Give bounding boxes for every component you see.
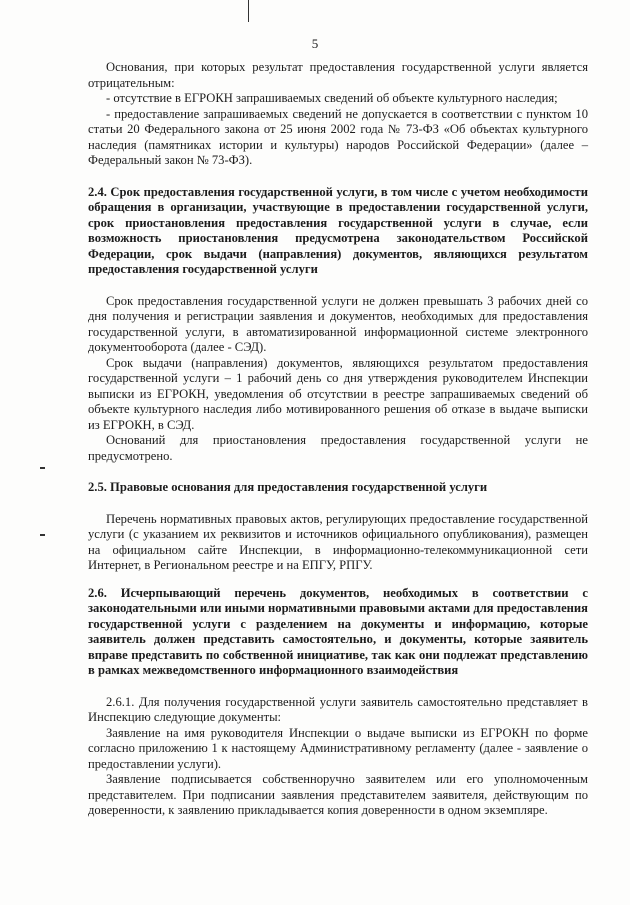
- section-2-4-paragraph: Срок предоставления государственной услуги не должен превышать 3 рабочих дней со дня получения и регистрации заявления и документов, необходимых для предоставления государственной услуги, в автоматизированной информационной системе электронного документооборота (далее - СЭД).: [88, 293, 588, 354]
- intro-list-item: - отсутствие в ЕГРОКН запрашиваемых сведений об объекте культурного наследия;: [106, 91, 558, 105]
- document-body: [88, 60, 588, 819]
- section-2-5-paragraph: Перечень нормативных правовых актов, регулирующих предоставление государственной услуги (с указанием их реквизитов и источников официального опубликования), размещен на официальном сайте Инспекции, в информационно-телекоммуникационной сети Интернет, в Региональном реестре и на ЕПГУ, РПГУ.: [88, 511, 588, 572]
- scan-mark-left-1: [40, 467, 45, 469]
- section-2-6-paragraph: Заявление на имя руководителя Инспекции о выдаче выписки из ЕГРОКН по форме согласно приложению 1 к настоящему Административному регламенту (далее - заявление о предоставлении услуги).: [88, 725, 588, 771]
- section-2-4-paragraph: Оснований для приостановления предоставления государственной услуги не предусмотрено.: [88, 433, 588, 463]
- section-2-6-paragraph: Заявление подписывается собственноручно заявителем или его уполномоченным представителем. При подписании заявления представителем заявителя, действующим по доверенности, к заявлению прикладывается копия доверенности в одном экземпляре.: [88, 772, 588, 817]
- section-2-4-paragraph: Срок выдачи (направления) документов, являющихся результатом предоставления государственной услуги – 1 рабочий день со дня утверждения руководителем Инспекции выписки из ЕГРОКН, уведомления об отсутствии в реестре запрашиваемых сведений об объекте культурного наследия либо мотивированного решения об отказе в выдаче выписки из ЕГРОКН, в СЭД.: [88, 355, 588, 432]
- scan-mark-left-2: [40, 534, 45, 536]
- section-2-5-heading: 2.5. Правовые основания для предоставления государственной услуги: [88, 480, 488, 494]
- section-2-4-heading: 2.4. Срок предоставления государственной услуги, в том числе с учетом необходимости обращения в организации, участвующие в предоставлении государственной услуги, срок приостановления предоставления государственной услуги в случае, если возможность приостановления предусмотрена законодательством Российской Федерации, срок выдачи (направления) документов, являющихся результатом предоставления государственной услуги: [88, 184, 588, 276]
- intro-paragraph: Основания, при которых результат предоставления государственной услуги является отрицательным:: [88, 60, 588, 90]
- scan-mark-top: [248, 0, 249, 22]
- section-2-6-heading: 2.6. Исчерпывающий перечень документов, необходимых в соответствии с законодательными или иными нормативными правовыми актами для предоставления государственной услуги с разделением на документы и информацию, которые заявитель должен представить самостоятельно, и документы, которые заявитель вправе представить по собственной инициативе, так как они подлежат представлению в рамках межведомственного информационного взаимодействия: [88, 585, 588, 677]
- section-2-6-paragraph: 2.6.1. Для получения государственной услуги заявитель самостоятельно представляет в Инспекцию следующие документы:: [88, 694, 588, 724]
- page-number: 5: [311, 36, 319, 51]
- intro-list-item: - предоставление запрашиваемых сведений не допускается в соответствии с пунктом 10 статьи 20 Федерального закона от 25 июня 2002 года № 73-ФЗ «Об объектах культурного наследия (памятниках истории и культуры) народов Российской Федерации» (далее – Федеральный закон № 73-ФЗ).: [88, 106, 588, 167]
